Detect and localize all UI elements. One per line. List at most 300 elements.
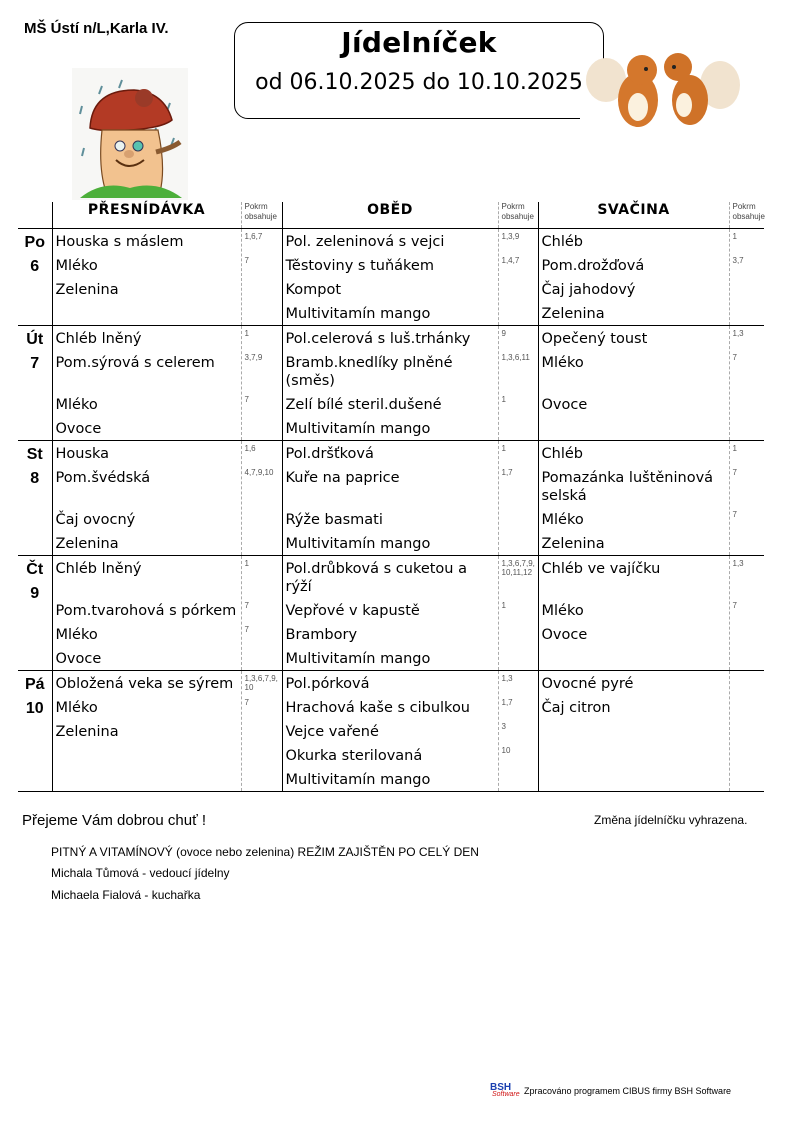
snack-allergen-codes: 7 (732, 510, 737, 519)
snack-item-text (539, 416, 542, 420)
breakfast-allergen-codes (242, 743, 245, 746)
day-abbr: Čt (26, 561, 44, 578)
allergen-item (730, 719, 765, 743)
breakfast-allergen-codes: 1 (244, 559, 249, 568)
menu-item (539, 622, 729, 646)
menu-item (283, 507, 498, 531)
canteen-manager: Michala Tůmová - vedoucí jídelny (51, 866, 230, 880)
breakfast-allergens-cell (241, 671, 282, 792)
lunch-cell (282, 556, 498, 671)
menu-item (283, 671, 498, 695)
lunch-allergens-cell (498, 671, 538, 792)
lunch-allergen-codes (499, 416, 502, 419)
breakfast-allergen-codes: 1,6,7 (244, 232, 263, 241)
lunch-allergen-codes (499, 507, 502, 510)
lunch-item-text: Multivitamín mango (285, 651, 431, 667)
menu-item (283, 441, 498, 465)
snack-allergen-codes: 7 (732, 601, 737, 610)
breakfast-item-text: Houska s máslem (55, 234, 184, 250)
allergen-item (242, 350, 282, 392)
snack-allergen-codes (730, 719, 733, 722)
lunch-allergen-codes (499, 301, 502, 304)
snack-allergen-codes: 1,3 (732, 559, 744, 568)
menu-item (283, 416, 498, 440)
breakfast-item-text (53, 767, 56, 771)
day-number: 10 (25, 700, 44, 717)
allergen-item (242, 441, 282, 465)
breakfast-item-text: Čaj ovocný (55, 512, 136, 528)
breakfast-allergen-codes (242, 646, 245, 649)
allergen-item (242, 695, 282, 719)
menu-item (539, 767, 729, 791)
menu-item (283, 392, 498, 416)
allergen-item (499, 622, 538, 646)
day-label (18, 441, 52, 556)
snack-item-text: Chléb (541, 234, 583, 250)
breakfast-cell (52, 229, 241, 326)
allergen-item (499, 350, 538, 392)
lunch-cell (282, 441, 498, 556)
day-label (18, 671, 52, 792)
menu-item (539, 229, 729, 253)
snack-allergen-codes (730, 277, 733, 280)
day-number: 8 (30, 470, 40, 487)
menu-item (283, 465, 498, 507)
lunch-item-text: Zelí bílé steril.dušené (285, 397, 442, 413)
breakfast-allergen-codes (242, 719, 245, 722)
snack-allergen-codes: 7 (732, 353, 737, 362)
menu-item (53, 326, 241, 350)
allergen-item (730, 743, 765, 767)
menu-item (539, 350, 729, 392)
breakfast-item-text: Mléko (55, 397, 98, 413)
snack-item-text: Ovocné pyré (541, 676, 634, 692)
menu-item (53, 392, 241, 416)
menu-item (283, 277, 498, 301)
menu-item (283, 253, 498, 277)
allergen-item (730, 695, 765, 719)
menu-item (53, 531, 241, 555)
menu-item (283, 598, 498, 622)
menu-item (53, 301, 241, 325)
breakfast-allergen-codes (242, 531, 245, 534)
lunch-allergen-codes: 9 (501, 329, 506, 338)
breakfast-allergen-codes: 1,6 (244, 444, 256, 453)
snack-allergen-codes (730, 531, 733, 534)
menu-item (539, 465, 729, 507)
allergen-item (499, 441, 538, 465)
snack-item-text: Mléko (541, 512, 584, 528)
menu-item (539, 507, 729, 531)
drinking-regime-note: PITNÝ A VITAMÍNOVÝ (ovoce nebo zelenina) REŽIM ZAJIŠTĚN PO CELÝ DEN (51, 845, 479, 859)
header-day (18, 202, 52, 229)
day-number: 7 (30, 355, 40, 372)
breakfast-item-text: Ovoce (55, 651, 102, 667)
breakfast-allergens-cell (241, 441, 282, 556)
lunch-allergen-codes: 1,3 (501, 674, 513, 683)
allergen-item (499, 719, 538, 743)
menu-item (283, 229, 498, 253)
allergen-item (242, 229, 282, 253)
lunch-item-text: Pol.pórková (285, 676, 370, 692)
breakfast-allergen-codes: 1,3,6,7,9, 10 (244, 674, 278, 692)
breakfast-cell (52, 671, 241, 792)
menu-item (283, 622, 498, 646)
lunch-item-text: Okurka sterilovaná (285, 748, 423, 764)
allergen-item (730, 350, 765, 392)
lunch-item-text: Kompot (285, 282, 342, 298)
lunch-item-text: Multivitamín mango (285, 536, 431, 552)
software-credit-text: Zpracováno programem CIBUS firmy BSH Software (524, 1086, 732, 1096)
snack-item-text: Ovoce (541, 397, 588, 413)
allergen-item (242, 392, 282, 416)
allergen-item (242, 671, 282, 695)
day-row (18, 441, 764, 556)
snack-item-text: Pom.drožďová (541, 258, 645, 274)
allergen-item (242, 767, 282, 791)
allergen-item (499, 277, 538, 301)
snack-allergen-codes: 1 (732, 232, 737, 241)
snack-item-text (539, 719, 542, 723)
allergen-item (242, 646, 282, 670)
breakfast-allergen-codes: 7 (244, 395, 249, 404)
lunch-item-text: Vejce vařené (285, 724, 379, 740)
snack-item-text: Pomazánka luštěninová selská (541, 470, 714, 504)
day-label (18, 229, 52, 326)
menu-item (539, 743, 729, 767)
breakfast-item-text: Pom.švédská (55, 470, 151, 486)
breakfast-item-text (53, 743, 56, 747)
snack-cell (538, 671, 729, 792)
allergen-item (730, 229, 765, 253)
menu-item (539, 301, 729, 325)
menu-item (539, 531, 729, 555)
lunch-allergen-codes: 1 (501, 444, 506, 453)
menu-item (53, 646, 241, 670)
day-label (18, 326, 52, 441)
breakfast-allergen-codes: 7 (244, 625, 249, 634)
breakfast-cell (52, 556, 241, 671)
snack-item-text: Mléko (541, 603, 584, 619)
menu-item (283, 326, 498, 350)
snack-allergen-codes (730, 743, 733, 746)
breakfast-cell (52, 326, 241, 441)
breakfast-allergen-codes (242, 767, 245, 770)
lunch-allergen-codes: 1,3,6,11 (501, 353, 530, 362)
allergen-item (730, 392, 765, 416)
change-notice: Změna jídelníčku vyhrazena. (594, 813, 748, 827)
menu-item (283, 695, 498, 719)
breakfast-allergen-codes: 3,7,9 (244, 353, 263, 362)
menu-item (53, 465, 241, 507)
lunch-allergens-cell (498, 556, 538, 671)
snack-cell (538, 229, 729, 326)
day-abbr: St (26, 446, 43, 463)
allergen-item (499, 416, 538, 440)
breakfast-item-text: Zelenina (55, 724, 119, 740)
lunch-item-text: Pol.dršťková (285, 446, 374, 462)
allergen-item (242, 301, 282, 325)
allergen-item (730, 416, 765, 440)
snack-allergens-cell (729, 556, 764, 671)
snack-item-text: Zelenina (541, 536, 605, 552)
allergen-item (499, 556, 538, 598)
day-row (18, 326, 764, 441)
snack-allergens-cell (729, 671, 764, 792)
lunch-item-text: Pol. zeleninová s vejci (285, 234, 445, 250)
allergen-item (499, 646, 538, 670)
allergen-item (730, 556, 765, 598)
breakfast-allergen-codes (242, 507, 245, 510)
breakfast-item-text: Obložená veka se sýrem (55, 676, 234, 692)
day-row (18, 671, 764, 792)
menu-item (53, 507, 241, 531)
allergen-item (499, 301, 538, 325)
snack-allergen-codes (730, 671, 733, 674)
breakfast-item-text: Pom.sýrová s celerem (55, 355, 215, 371)
allergen-item (730, 671, 765, 695)
snack-cell (538, 441, 729, 556)
lunch-item-text: Bramb.knedlíky plněné (směs) (285, 355, 453, 389)
menu-item (539, 695, 729, 719)
lunch-item-text: Hrachová kaše s cibulkou (285, 700, 470, 716)
allergen-item (499, 671, 538, 695)
menu-item (283, 556, 498, 598)
day-number: 6 (30, 258, 40, 275)
day-label (18, 556, 52, 671)
snack-allergen-codes: 7 (732, 468, 737, 477)
mushroom-illustration (72, 68, 188, 200)
breakfast-item-text: Zelenina (55, 282, 119, 298)
breakfast-item-text: Ovoce (55, 421, 102, 437)
breakfast-allergens-cell (241, 229, 282, 326)
allergen-item (730, 646, 765, 670)
menu-item (53, 719, 241, 743)
snack-allergen-codes (730, 767, 733, 770)
allergen-item (730, 301, 765, 325)
breakfast-allergen-codes: 4,7,9,10 (244, 468, 274, 477)
menu-item (53, 350, 241, 392)
allergen-item (730, 507, 765, 531)
allergen-item (499, 743, 538, 767)
allergen-item (499, 531, 538, 555)
lunch-allergen-codes: 10 (501, 746, 511, 755)
snack-allergens-cell (729, 326, 764, 441)
lunch-allergen-codes: 1 (501, 395, 506, 404)
menu-item (283, 350, 498, 392)
lunch-cell (282, 326, 498, 441)
menu-item (53, 441, 241, 465)
snack-item-text: Mléko (541, 355, 584, 371)
snack-allergen-codes (730, 301, 733, 304)
lunch-item-text: Těstoviny s tuňákem (285, 258, 434, 274)
allergen-item (730, 326, 765, 350)
header-allergens-breakfast: Pokrm obsahuje (241, 202, 282, 229)
header-allergens-snack: Pokrm obsahuje (729, 202, 764, 229)
allergen-item (499, 465, 538, 507)
menu-item (539, 253, 729, 277)
snack-item-text: Zelenina (541, 306, 605, 322)
menu-item (53, 622, 241, 646)
menu-item (53, 767, 241, 791)
software-credit (490, 1082, 731, 1100)
snack-item-text: Ovoce (541, 627, 588, 643)
day-abbr: Po (24, 234, 45, 251)
snack-allergen-codes (730, 392, 733, 395)
allergen-item (730, 277, 765, 301)
lunch-item-text: Brambory (285, 627, 358, 643)
header-lunch: OBĚD (282, 202, 498, 229)
allergen-item (730, 767, 765, 791)
snack-allergen-codes (730, 646, 733, 649)
lunch-allergens-cell (498, 326, 538, 441)
menu-item (53, 671, 241, 695)
breakfast-allergen-codes (242, 301, 245, 304)
menu-table (18, 202, 764, 792)
breakfast-allergen-codes: 1 (244, 329, 249, 338)
squirrels-illustration (580, 35, 744, 140)
menu-item (283, 301, 498, 325)
allergen-item (242, 507, 282, 531)
lunch-allergen-codes (499, 531, 502, 534)
lunch-allergen-codes: 1,3,6,7,9, 10,11,12 (501, 559, 535, 577)
lunch-cell (282, 229, 498, 326)
allergen-item (499, 507, 538, 531)
breakfast-item-text: Pom.tvarohová s pórkem (55, 603, 237, 619)
allergen-item (499, 229, 538, 253)
menu-item (539, 646, 729, 670)
breakfast-item-text: Mléko (55, 700, 98, 716)
lunch-allergen-codes: 1 (501, 601, 506, 610)
menu-item (539, 441, 729, 465)
breakfast-allergens-cell (241, 556, 282, 671)
menu-item (53, 695, 241, 719)
allergen-item (242, 719, 282, 743)
lunch-item-text: Rýže basmati (285, 512, 383, 528)
allergen-item (242, 598, 282, 622)
snack-item-text: Chléb ve vajíčku (541, 561, 661, 577)
breakfast-allergen-codes (242, 416, 245, 419)
allergen-item (499, 392, 538, 416)
breakfast-cell (52, 441, 241, 556)
lunch-allergens-cell (498, 229, 538, 326)
breakfast-item-text: Zelenina (55, 536, 119, 552)
menu-item (539, 671, 729, 695)
day-number: 9 (30, 585, 40, 602)
breakfast-item-text: Mléko (55, 627, 98, 643)
menu-item (539, 719, 729, 743)
school-name: MŠ Ústí n/L,Karla IV. (24, 20, 169, 37)
menu-item (53, 416, 241, 440)
snack-allergen-codes: 1,3 (732, 329, 744, 338)
snack-item-text (539, 743, 542, 747)
snack-allergen-codes: 1 (732, 444, 737, 453)
header-allergens-lunch: Pokrm obsahuje (498, 202, 538, 229)
menu-item (53, 743, 241, 767)
breakfast-allergens-cell (241, 326, 282, 441)
menu-item (539, 326, 729, 350)
allergen-item (242, 253, 282, 277)
day-row (18, 229, 764, 326)
lunch-item-text: Multivitamín mango (285, 306, 431, 322)
snack-item-text: Čaj citron (541, 700, 611, 716)
footer-wish: Přejeme Vám dobrou chuť ! (22, 812, 207, 829)
lunch-allergen-codes: 1,7 (501, 468, 513, 477)
allergen-item (730, 598, 765, 622)
cook: Michaela Fialová - kuchařka (51, 888, 201, 902)
lunch-allergen-codes (499, 622, 502, 625)
page-title: Jídelníček (341, 26, 497, 59)
menu-item (53, 277, 241, 301)
day-row (18, 556, 764, 671)
allergen-item (499, 253, 538, 277)
breakfast-allergen-codes: 7 (244, 698, 249, 707)
lunch-allergen-codes: 1,3,9 (501, 232, 520, 241)
lunch-item-text: Kuře na paprice (285, 470, 400, 486)
bsh-logo: BSH Software (490, 1082, 520, 1098)
allergen-item (499, 767, 538, 791)
snack-allergen-codes (730, 695, 733, 698)
lunch-allergen-codes (499, 646, 502, 649)
breakfast-item-text: Chléb lněný (55, 331, 142, 347)
snack-allergen-codes (730, 622, 733, 625)
menu-item (283, 743, 498, 767)
snack-allergens-cell (729, 229, 764, 326)
menu-item (283, 767, 498, 791)
lunch-allergen-codes: 1,7 (501, 698, 513, 707)
breakfast-item-text (53, 301, 56, 305)
breakfast-item-text: Houska (55, 446, 110, 462)
menu-item (539, 392, 729, 416)
allergen-item (499, 695, 538, 719)
allergen-item (242, 326, 282, 350)
allergen-item (242, 416, 282, 440)
snack-cell (538, 326, 729, 441)
snack-item-text: Chléb (541, 446, 583, 462)
day-abbr: Út (26, 331, 44, 348)
header-snack: SVAČINA (538, 202, 729, 229)
lunch-allergen-codes: 3 (501, 722, 506, 731)
menu-item (283, 646, 498, 670)
allergen-item (242, 277, 282, 301)
snack-allergen-codes: 3,7 (732, 256, 744, 265)
menu-item (539, 598, 729, 622)
menu-item (53, 229, 241, 253)
date-range: od 06.10.2025 do 10.10.2025 (255, 70, 583, 95)
lunch-allergen-codes: 1,4,7 (501, 256, 520, 265)
snack-allergen-codes (730, 416, 733, 419)
lunch-allergen-codes (499, 277, 502, 280)
lunch-item-text: Multivitamín mango (285, 772, 431, 788)
lunch-allergens-cell (498, 441, 538, 556)
allergen-item (499, 598, 538, 622)
allergen-item (242, 622, 282, 646)
menu-item (53, 598, 241, 622)
allergen-item (730, 253, 765, 277)
snack-item-text (539, 646, 542, 650)
breakfast-allergen-codes (242, 277, 245, 280)
allergen-item (242, 743, 282, 767)
menu-item (283, 531, 498, 555)
allergen-item (730, 622, 765, 646)
snack-allergens-cell (729, 441, 764, 556)
breakfast-item-text: Chléb lněný (55, 561, 142, 577)
allergen-item (730, 441, 765, 465)
lunch-item-text: Pol.drůbková s cuketou a rýží (285, 561, 467, 595)
allergen-item (242, 556, 282, 598)
lunch-allergen-codes (499, 767, 502, 770)
breakfast-item-text: Mléko (55, 258, 98, 274)
